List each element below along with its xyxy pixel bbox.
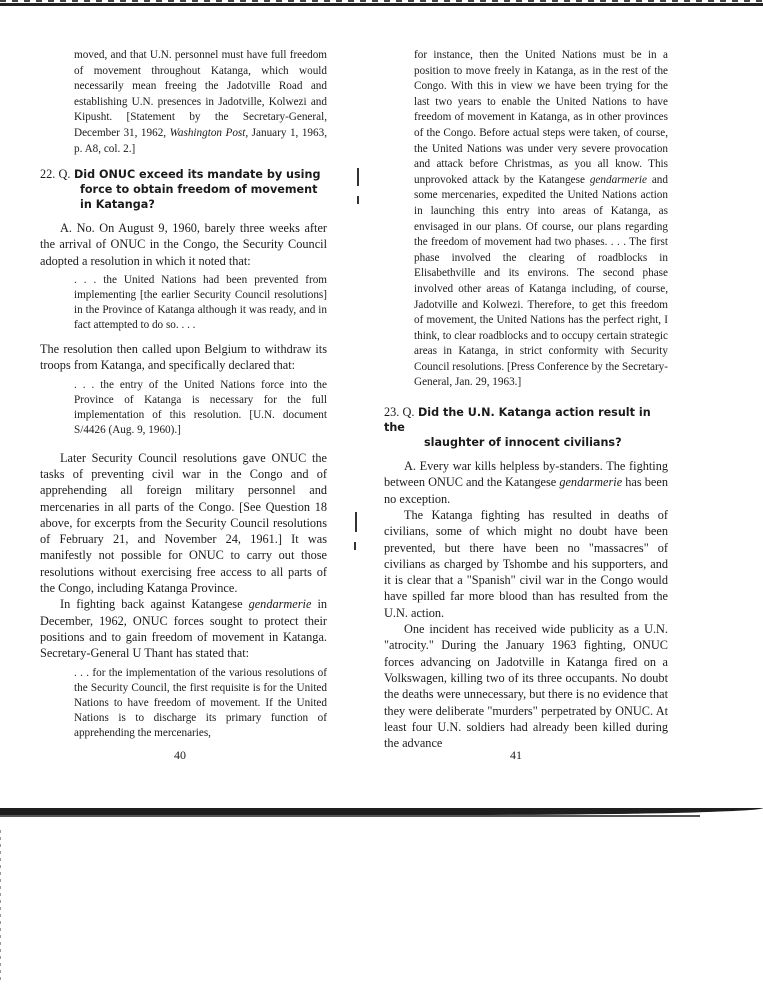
- answer-23-start: A. Every war kills helpless by-standers. The fighting between ONUC and the Katangese: [384, 459, 668, 490]
- gutter-mark: [355, 512, 357, 532]
- question-22-heading: [40, 167, 327, 212]
- left-page-column: [40, 48, 327, 741]
- block-quote-3: . . . for the implementation of the various resolutions of the Security Council, the first requisite is for the United Nations to have freedom of movement. If the United Nations is to discharge its primary function of apprehending the mercenaries,: [74, 666, 327, 739]
- fighting-back-italic: gendarmerie: [248, 597, 312, 612]
- gutter-mark: [357, 196, 359, 204]
- bottom-scan-rule: [0, 808, 763, 815]
- question-22-first-line: Did ONUC exceed its mandate by using: [73, 168, 321, 182]
- question-23-number: 23. Q.: [384, 405, 415, 420]
- continued-quote-citation: Washington Post,: [169, 126, 249, 139]
- top-scan-dots: [0, 0, 763, 2]
- later-resolutions-paragraph: Later Security Council resolutions gave ONUC the tasks of preventing civil war in the Congo and of apprehending all foreign military personnel and mercenaries in all parts of the Congo. [See Question 18 above, for excerpts from the Security Council resolutions of February 21, and November 24, 1961.] It was manifestly not possible for ONUC to carry out those resolutions without exercising free access to all parts of the Congo, including Katanga Province.: [40, 450, 327, 596]
- block-quote-2: . . . the entry of the United Nations force into the Province of Katanga is necessary for the full implementation of this resolution. [U.N. document S/4426 (Aug. 9, 1960).]: [74, 378, 327, 436]
- continued-quote-citation-end: January 1, 1963, p. A8, col. 2.]: [74, 126, 327, 155]
- page-number-right: 41: [510, 748, 522, 762]
- continued-quote-left: [74, 48, 327, 157]
- answer-23-italic: gendarmerie: [559, 475, 623, 490]
- fighting-back-paragraph: [40, 596, 327, 661]
- continued-quote-part-b: and some mercenaries, expedited the United Nations action in launching this entry into areas of Katanga, as envisaged in our plans. Of course, our plans regarding the freedom of movement had two phases. . . . The first phase involved the clearing of roadblocks in Elisabethville and its environs. The second phase involved other areas of Katanga including, of course, Jadotville and Kolwezi. Therefore, to get this freedom of movement, the United Nations has the perfect right, I think, to clear roadblocks and to occupy certain strategic areas in Katanga, in strict conformity with Security Council resolutions. [Press Conference by the Secretary-General, Jan. 29, 1963.]: [414, 173, 668, 389]
- bottom-scan-rule-thin: [0, 815, 700, 817]
- continued-quote-text: moved, and that U.N. personnel must have full freedom of movement throughout Katanga, which would necessarily mean freeing the Jadotville Road and establishing U.N. presences in Jadotville, Kolwezi and Kipusht. [Statement by the Secretary-General, December 31, 1962,: [74, 49, 327, 139]
- gutter-mark: [354, 542, 356, 550]
- continued-quote-right: [414, 48, 668, 391]
- block-quote-1: . . . the United Nations had been prevented from implementing [the earlier Security Council resolutions] in the Province of Katanga although it was ready, and in fact attempted to do so. . . .: [74, 274, 327, 332]
- question-23-rest: slaughter of innocent civilians?: [424, 436, 622, 450]
- fighting-back-start: In fighting back against Katangese: [60, 597, 243, 612]
- resolution-paragraph: The resolution then called upon Belgium to withdraw its troops from Katanga, and specifically declared that:: [40, 342, 327, 373]
- volkswagen-incident-paragraph: One incident has received wide publicity as a U.N. "atrocity." During the January 1963 fighting, ONUC forces advancing on Jadotville in Katanga fired on a Volkswagen, killing two of its three occupants. No doubt the deaths were unnecessary, but there is no evidence that they were deliberate "murders" perpetrated by ONUC. At least four U.N. soldiers had already been killed during the advance: [384, 622, 668, 751]
- answer-23-end: has been no exception.: [384, 475, 668, 506]
- civilian-deaths-paragraph: The Katanga fighting has resulted in deaths of civilians, some of which might no doubt have been prevented, but there have been no "massacres" of civilians as charged by Tshombe and his supporters, and it is clear that a "Spanish" civil war in the Congo would have spilled far more blood than has resulted from the U.N. action.: [384, 507, 668, 620]
- continued-quote-part-a: for instance, then the United Nations must be in a position to move freely in Katanga, as in the rest of the Congo. With this in view we have been trying for the last two years to enable the United Nations to have freedom of movement in Katanga, as in other provinces of the Congo. Before actual steps were taken, of course, the United Nations was under very severe provocation and attack before Christmas, as you all know. This unprovoked attack by the Katangese: [414, 49, 668, 186]
- gutter-mark: [357, 168, 359, 186]
- page-number-left: 40: [174, 748, 186, 762]
- scan-edge-dots: [0, 830, 1, 980]
- right-page-column: [384, 48, 668, 751]
- continued-quote-italic: gendarmerie: [589, 173, 647, 186]
- answer-22-paragraph: A. No. On August 9, 1960, barely three weeks after the arrival of ONUC in the Congo, the Security Council adopted a resolution in which it noted that:: [40, 221, 327, 268]
- question-22-number: 22. Q.: [40, 167, 71, 182]
- question-23-first-line: Did the U.N. Katanga action result in the: [384, 406, 651, 435]
- question-22-rest: force to obtain freedom of movement in Katanga?: [80, 183, 318, 212]
- fighting-back-end: in December, 1962, ONUC forces sought to protect their positions and to gain freedom of movement in Katanga. Secretary-General U Thant has stated that:: [40, 597, 328, 661]
- question-23-heading: [384, 405, 668, 450]
- answer-23-paragraph: [384, 458, 668, 507]
- top-scan-rule: [0, 3, 763, 6]
